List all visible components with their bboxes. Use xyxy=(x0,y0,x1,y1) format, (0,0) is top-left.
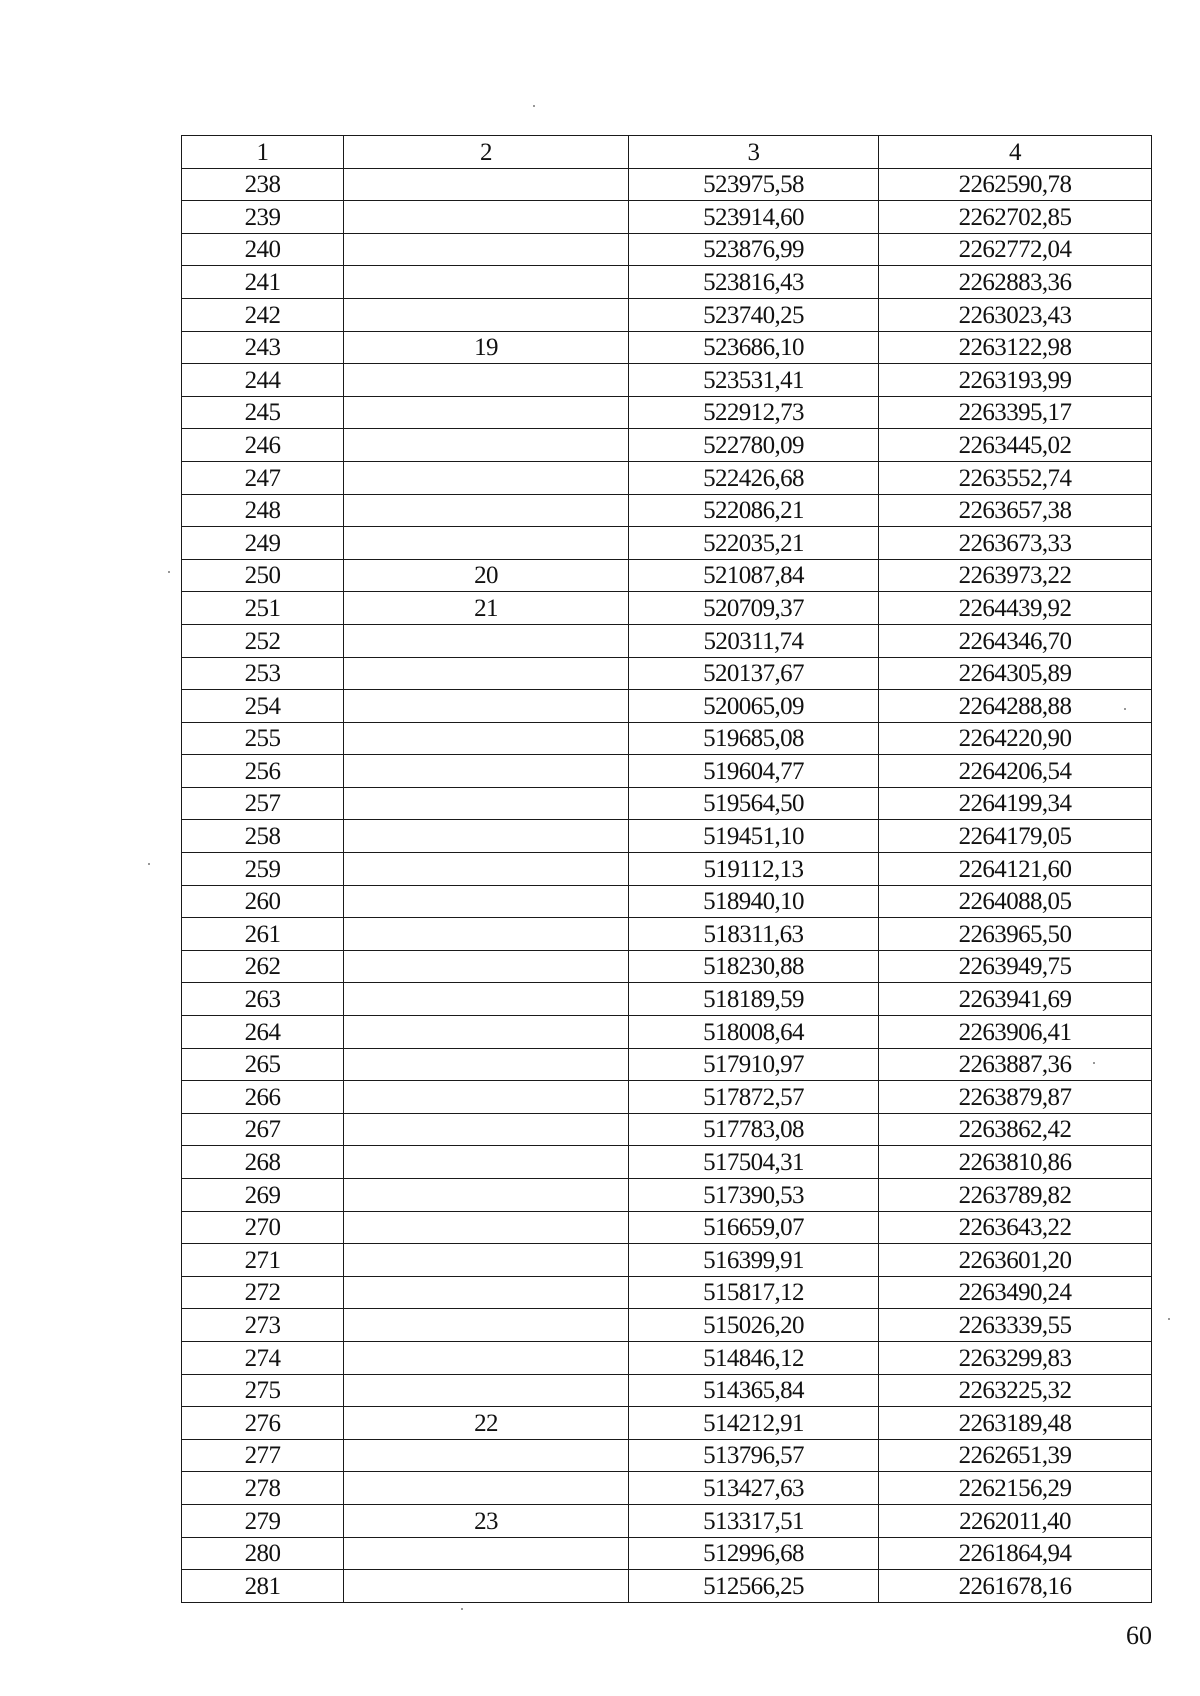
y-coordinate-cell: 2264288,88 xyxy=(879,690,1152,723)
table-row xyxy=(182,559,1152,592)
y-coordinate-cell: 2263189,48 xyxy=(879,1407,1152,1440)
scan-speck xyxy=(461,1608,463,1610)
coordinates-table xyxy=(181,135,1152,1603)
x-coordinate-cell: 515026,20 xyxy=(629,1309,879,1342)
scan-speck xyxy=(168,571,170,573)
y-coordinate-cell: 2264346,70 xyxy=(879,624,1152,657)
table-row xyxy=(182,1113,1152,1146)
section-number-cell xyxy=(344,396,629,429)
point-number-cell: 256 xyxy=(182,755,344,788)
section-number-cell xyxy=(344,1570,629,1603)
point-number-cell: 264 xyxy=(182,1016,344,1049)
x-coordinate-cell: 518311,63 xyxy=(629,918,879,951)
point-number-cell: 251 xyxy=(182,592,344,625)
section-number-cell: 22 xyxy=(344,1407,629,1440)
point-number-cell: 272 xyxy=(182,1276,344,1309)
x-coordinate-cell: 517910,97 xyxy=(629,1048,879,1081)
x-coordinate-cell: 519112,13 xyxy=(629,853,879,886)
point-number-cell: 265 xyxy=(182,1048,344,1081)
table-row xyxy=(182,755,1152,788)
y-coordinate-cell: 2263395,17 xyxy=(879,396,1152,429)
header-cell-3: 3 xyxy=(629,136,879,169)
table-row xyxy=(182,201,1152,234)
section-number-cell: 20 xyxy=(344,559,629,592)
section-number-cell xyxy=(344,201,629,234)
y-coordinate-cell: 2264121,60 xyxy=(879,853,1152,886)
section-number-cell xyxy=(344,1016,629,1049)
x-coordinate-cell: 522035,21 xyxy=(629,527,879,560)
table-row xyxy=(182,527,1152,560)
section-number-cell xyxy=(344,1244,629,1277)
y-coordinate-cell: 2263965,50 xyxy=(879,918,1152,951)
y-coordinate-cell: 2262156,29 xyxy=(879,1472,1152,1505)
x-coordinate-cell: 523816,43 xyxy=(629,266,879,299)
x-coordinate-cell: 519604,77 xyxy=(629,755,879,788)
point-number-cell: 250 xyxy=(182,559,344,592)
y-coordinate-cell: 2264199,34 xyxy=(879,787,1152,820)
section-number-cell xyxy=(344,461,629,494)
y-coordinate-cell: 2263657,38 xyxy=(879,494,1152,527)
table-row xyxy=(182,1016,1152,1049)
y-coordinate-cell: 2263941,69 xyxy=(879,983,1152,1016)
x-coordinate-cell: 523975,58 xyxy=(629,168,879,201)
table-row xyxy=(182,396,1152,429)
table-row xyxy=(182,331,1152,364)
section-number-cell xyxy=(344,1537,629,1570)
section-number-cell: 19 xyxy=(344,331,629,364)
section-number-cell xyxy=(344,624,629,657)
section-number-cell xyxy=(344,1439,629,1472)
x-coordinate-cell: 513427,63 xyxy=(629,1472,879,1505)
x-coordinate-cell: 513317,51 xyxy=(629,1504,879,1537)
table-row xyxy=(182,364,1152,397)
scan-speck xyxy=(1093,1062,1095,1064)
y-coordinate-cell: 2264305,89 xyxy=(879,657,1152,690)
y-coordinate-cell: 2263122,98 xyxy=(879,331,1152,364)
y-coordinate-cell: 2263490,24 xyxy=(879,1276,1152,1309)
point-number-cell: 277 xyxy=(182,1439,344,1472)
point-number-cell: 273 xyxy=(182,1309,344,1342)
table-row xyxy=(182,1341,1152,1374)
point-number-cell: 266 xyxy=(182,1081,344,1114)
x-coordinate-cell: 514212,91 xyxy=(629,1407,879,1440)
section-number-cell xyxy=(344,885,629,918)
section-number-cell xyxy=(344,1276,629,1309)
y-coordinate-cell: 2263673,33 xyxy=(879,527,1152,560)
y-coordinate-cell: 2263949,75 xyxy=(879,950,1152,983)
section-number-cell: 21 xyxy=(344,592,629,625)
x-coordinate-cell: 518940,10 xyxy=(629,885,879,918)
section-number-cell xyxy=(344,1472,629,1505)
point-number-cell: 244 xyxy=(182,364,344,397)
y-coordinate-cell: 2264439,92 xyxy=(879,592,1152,625)
y-coordinate-cell: 2263445,02 xyxy=(879,429,1152,462)
table-row xyxy=(182,592,1152,625)
table-row xyxy=(182,1276,1152,1309)
point-number-cell: 278 xyxy=(182,1472,344,1505)
x-coordinate-cell: 515817,12 xyxy=(629,1276,879,1309)
x-coordinate-cell: 522426,68 xyxy=(629,461,879,494)
y-coordinate-cell: 2262883,36 xyxy=(879,266,1152,299)
page-number: 60 xyxy=(1126,1621,1152,1650)
point-number-cell: 261 xyxy=(182,918,344,951)
point-number-cell: 275 xyxy=(182,1374,344,1407)
point-number-cell: 280 xyxy=(182,1537,344,1570)
point-number-cell: 281 xyxy=(182,1570,344,1603)
table-row xyxy=(182,298,1152,331)
y-coordinate-cell: 2263810,86 xyxy=(879,1146,1152,1179)
x-coordinate-cell: 520137,67 xyxy=(629,657,879,690)
section-number-cell xyxy=(344,1081,629,1114)
point-number-cell: 260 xyxy=(182,885,344,918)
point-number-cell: 255 xyxy=(182,722,344,755)
y-coordinate-cell: 2263339,55 xyxy=(879,1309,1152,1342)
x-coordinate-cell: 518008,64 xyxy=(629,1016,879,1049)
x-coordinate-cell: 519564,50 xyxy=(629,787,879,820)
table-row xyxy=(182,1439,1152,1472)
y-coordinate-cell: 2263887,36 xyxy=(879,1048,1152,1081)
table-row xyxy=(182,1048,1152,1081)
scan-speck xyxy=(148,863,150,865)
point-number-cell: 276 xyxy=(182,1407,344,1440)
section-number-cell xyxy=(344,298,629,331)
y-coordinate-cell: 2263601,20 xyxy=(879,1244,1152,1277)
point-number-cell: 257 xyxy=(182,787,344,820)
section-number-cell xyxy=(344,1146,629,1179)
section-number-cell xyxy=(344,1341,629,1374)
x-coordinate-cell: 523914,60 xyxy=(629,201,879,234)
y-coordinate-cell: 2263023,43 xyxy=(879,298,1152,331)
table-row xyxy=(182,1537,1152,1570)
table-row xyxy=(182,820,1152,853)
x-coordinate-cell: 517390,53 xyxy=(629,1179,879,1212)
section-number-cell xyxy=(344,950,629,983)
table-row xyxy=(182,461,1152,494)
table-row xyxy=(182,429,1152,462)
table-row xyxy=(182,168,1152,201)
section-number-cell xyxy=(344,233,629,266)
x-coordinate-cell: 523686,10 xyxy=(629,331,879,364)
x-coordinate-cell: 517872,57 xyxy=(629,1081,879,1114)
y-coordinate-cell: 2262702,85 xyxy=(879,201,1152,234)
x-coordinate-cell: 517783,08 xyxy=(629,1113,879,1146)
point-number-cell: 247 xyxy=(182,461,344,494)
x-coordinate-cell: 520065,09 xyxy=(629,690,879,723)
table-row xyxy=(182,1179,1152,1212)
header-row xyxy=(182,136,1152,169)
scan-speck xyxy=(533,105,535,107)
table-row xyxy=(182,853,1152,886)
x-coordinate-cell: 523876,99 xyxy=(629,233,879,266)
point-number-cell: 238 xyxy=(182,168,344,201)
x-coordinate-cell: 519685,08 xyxy=(629,722,879,755)
x-coordinate-cell: 514365,84 xyxy=(629,1374,879,1407)
point-number-cell: 243 xyxy=(182,331,344,364)
section-number-cell xyxy=(344,722,629,755)
section-number-cell xyxy=(344,364,629,397)
x-coordinate-cell: 518189,59 xyxy=(629,983,879,1016)
point-number-cell: 271 xyxy=(182,1244,344,1277)
section-number-cell: 23 xyxy=(344,1504,629,1537)
point-number-cell: 268 xyxy=(182,1146,344,1179)
y-coordinate-cell: 2261864,94 xyxy=(879,1537,1152,1570)
table-row xyxy=(182,494,1152,527)
x-coordinate-cell: 516399,91 xyxy=(629,1244,879,1277)
scan-speck xyxy=(1168,1318,1170,1320)
point-number-cell: 258 xyxy=(182,820,344,853)
y-coordinate-cell: 2264088,05 xyxy=(879,885,1152,918)
section-number-cell xyxy=(344,820,629,853)
y-coordinate-cell: 2263906,41 xyxy=(879,1016,1152,1049)
table-row xyxy=(182,624,1152,657)
table-row xyxy=(182,233,1152,266)
section-number-cell xyxy=(344,266,629,299)
section-number-cell xyxy=(344,1113,629,1146)
section-number-cell xyxy=(344,527,629,560)
table-row xyxy=(182,1504,1152,1537)
point-number-cell: 267 xyxy=(182,1113,344,1146)
x-coordinate-cell: 517504,31 xyxy=(629,1146,879,1179)
y-coordinate-cell: 2262651,39 xyxy=(879,1439,1152,1472)
point-number-cell: 246 xyxy=(182,429,344,462)
y-coordinate-cell: 2263193,99 xyxy=(879,364,1152,397)
point-number-cell: 252 xyxy=(182,624,344,657)
section-number-cell xyxy=(344,983,629,1016)
section-number-cell xyxy=(344,918,629,951)
scan-speck xyxy=(1124,708,1126,710)
point-number-cell: 254 xyxy=(182,690,344,723)
y-coordinate-cell: 2262590,78 xyxy=(879,168,1152,201)
table-row xyxy=(182,1472,1152,1505)
y-coordinate-cell: 2263973,22 xyxy=(879,559,1152,592)
point-number-cell: 279 xyxy=(182,1504,344,1537)
table-row xyxy=(182,1374,1152,1407)
y-coordinate-cell: 2261678,16 xyxy=(879,1570,1152,1603)
y-coordinate-cell: 2263879,87 xyxy=(879,1081,1152,1114)
x-coordinate-cell: 512996,68 xyxy=(629,1537,879,1570)
table-row xyxy=(182,787,1152,820)
point-number-cell: 262 xyxy=(182,950,344,983)
x-coordinate-cell: 512566,25 xyxy=(629,1570,879,1603)
section-number-cell xyxy=(344,168,629,201)
table-row xyxy=(182,918,1152,951)
header-cell-2: 2 xyxy=(344,136,629,169)
section-number-cell xyxy=(344,1179,629,1212)
section-number-cell xyxy=(344,657,629,690)
table-row xyxy=(182,885,1152,918)
coordinates-table-body xyxy=(182,136,1152,1603)
point-number-cell: 274 xyxy=(182,1341,344,1374)
x-coordinate-cell: 522912,73 xyxy=(629,396,879,429)
y-coordinate-cell: 2264179,05 xyxy=(879,820,1152,853)
x-coordinate-cell: 520311,74 xyxy=(629,624,879,657)
section-number-cell xyxy=(344,853,629,886)
table-row xyxy=(182,1244,1152,1277)
x-coordinate-cell: 520709,37 xyxy=(629,592,879,625)
table-row xyxy=(182,722,1152,755)
table-row xyxy=(182,1211,1152,1244)
y-coordinate-cell: 2262772,04 xyxy=(879,233,1152,266)
table-row xyxy=(182,950,1152,983)
point-number-cell: 269 xyxy=(182,1179,344,1212)
point-number-cell: 240 xyxy=(182,233,344,266)
y-coordinate-cell: 2263552,74 xyxy=(879,461,1152,494)
x-coordinate-cell: 523531,41 xyxy=(629,364,879,397)
section-number-cell xyxy=(344,1211,629,1244)
table-row xyxy=(182,983,1152,1016)
x-coordinate-cell: 518230,88 xyxy=(629,950,879,983)
x-coordinate-cell: 519451,10 xyxy=(629,820,879,853)
section-number-cell xyxy=(344,690,629,723)
y-coordinate-cell: 2263299,83 xyxy=(879,1341,1152,1374)
section-number-cell xyxy=(344,1048,629,1081)
point-number-cell: 253 xyxy=(182,657,344,690)
table-row xyxy=(182,1146,1152,1179)
table-row xyxy=(182,657,1152,690)
point-number-cell: 245 xyxy=(182,396,344,429)
x-coordinate-cell: 522086,21 xyxy=(629,494,879,527)
x-coordinate-cell: 522780,09 xyxy=(629,429,879,462)
table-row xyxy=(182,1309,1152,1342)
y-coordinate-cell: 2262011,40 xyxy=(879,1504,1152,1537)
point-number-cell: 239 xyxy=(182,201,344,234)
table-row xyxy=(182,1570,1152,1603)
section-number-cell xyxy=(344,429,629,462)
y-coordinate-cell: 2263789,82 xyxy=(879,1179,1152,1212)
table-row xyxy=(182,1407,1152,1440)
point-number-cell: 241 xyxy=(182,266,344,299)
point-number-cell: 259 xyxy=(182,853,344,886)
y-coordinate-cell: 2263225,32 xyxy=(879,1374,1152,1407)
y-coordinate-cell: 2263643,22 xyxy=(879,1211,1152,1244)
section-number-cell xyxy=(344,494,629,527)
table-row xyxy=(182,1081,1152,1114)
section-number-cell xyxy=(344,787,629,820)
x-coordinate-cell: 523740,25 xyxy=(629,298,879,331)
section-number-cell xyxy=(344,755,629,788)
y-coordinate-cell: 2263862,42 xyxy=(879,1113,1152,1146)
point-number-cell: 270 xyxy=(182,1211,344,1244)
point-number-cell: 248 xyxy=(182,494,344,527)
y-coordinate-cell: 2264220,90 xyxy=(879,722,1152,755)
x-coordinate-cell: 513796,57 xyxy=(629,1439,879,1472)
y-coordinate-cell: 2264206,54 xyxy=(879,755,1152,788)
x-coordinate-cell: 521087,84 xyxy=(629,559,879,592)
x-coordinate-cell: 514846,12 xyxy=(629,1341,879,1374)
header-cell-4: 4 xyxy=(879,136,1152,169)
point-number-cell: 263 xyxy=(182,983,344,1016)
header-cell-1: 1 xyxy=(182,136,344,169)
table-row xyxy=(182,266,1152,299)
section-number-cell xyxy=(344,1374,629,1407)
point-number-cell: 249 xyxy=(182,527,344,560)
section-number-cell xyxy=(344,1309,629,1342)
x-coordinate-cell: 516659,07 xyxy=(629,1211,879,1244)
table-row xyxy=(182,690,1152,723)
point-number-cell: 242 xyxy=(182,298,344,331)
